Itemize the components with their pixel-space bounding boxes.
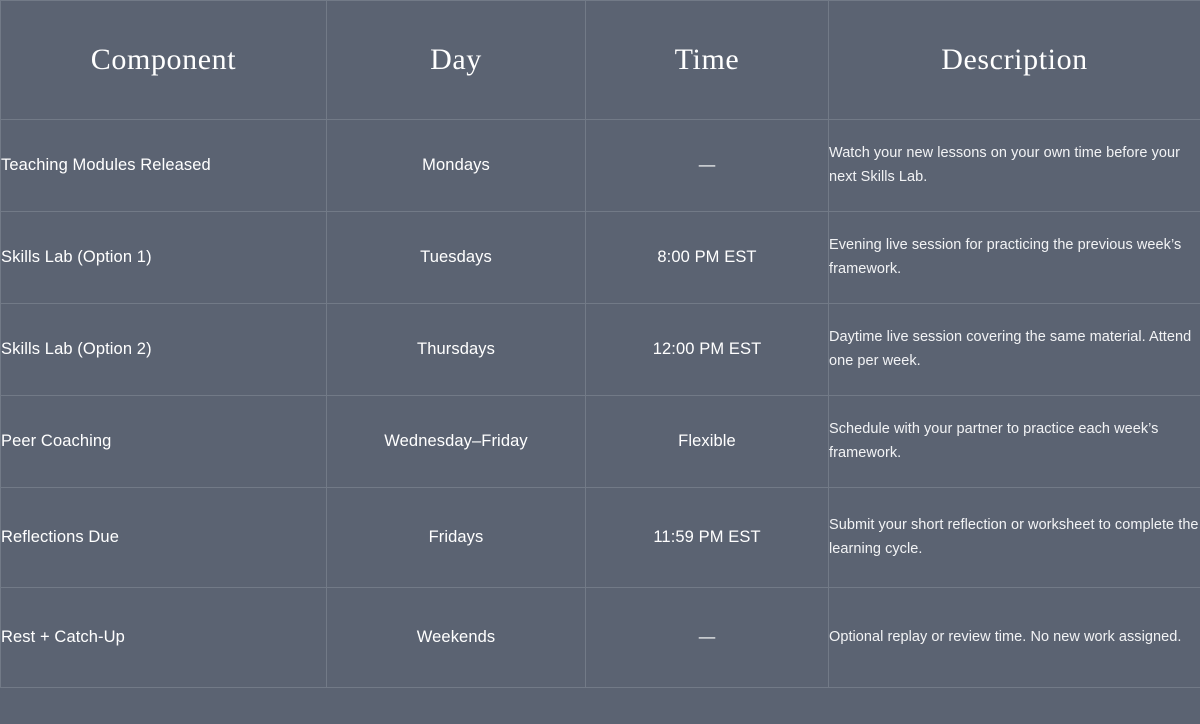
- table-row: [1, 304, 1200, 396]
- column-header-time: Time: [586, 1, 829, 120]
- cell-day: Weekends: [327, 588, 586, 688]
- table-row: [1, 488, 1200, 588]
- column-header-day: Day: [327, 1, 586, 120]
- cell-component: Peer Coaching: [1, 396, 327, 488]
- cell-component: Teaching Modules Released: [1, 120, 327, 212]
- cell-time: 8:00 PM EST: [586, 212, 829, 304]
- table-header: [1, 1, 1200, 120]
- column-header-component: Component: [1, 1, 327, 120]
- table-row: [1, 120, 1200, 212]
- cell-component: Reflections Due: [1, 488, 327, 588]
- table-row: [1, 588, 1200, 688]
- table-row: [1, 396, 1200, 488]
- cell-description: Watch your new lessons on your own time before your next Skills Lab.: [829, 120, 1200, 212]
- cell-time: —: [586, 588, 829, 688]
- cell-time: Flexible: [586, 396, 829, 488]
- cell-time: 12:00 PM EST: [586, 304, 829, 396]
- cell-description: Optional replay or review time. No new work assigned.: [829, 588, 1200, 688]
- cell-description: Schedule with your partner to practice each week’s framework.: [829, 396, 1200, 488]
- table-header-row: [1, 1, 1200, 120]
- cell-day: Fridays: [327, 488, 586, 588]
- cell-time: 11:59 PM EST: [586, 488, 829, 588]
- cell-description: Daytime live session covering the same material. Attend one per week.: [829, 304, 1200, 396]
- cell-description: Submit your short reflection or worksheet to complete the learning cycle.: [829, 488, 1200, 588]
- cell-day: Wednesday–Friday: [327, 396, 586, 488]
- cell-component: Skills Lab (Option 2): [1, 304, 327, 396]
- table-row: [1, 212, 1200, 304]
- cell-component: Rest + Catch-Up: [1, 588, 327, 688]
- column-header-description: Description: [829, 1, 1200, 120]
- cell-day: Tuesdays: [327, 212, 586, 304]
- table-body: [1, 120, 1200, 688]
- cell-day: Mondays: [327, 120, 586, 212]
- cell-time: —: [586, 120, 829, 212]
- cell-day: Thursdays: [327, 304, 586, 396]
- cell-component: Skills Lab (Option 1): [1, 212, 327, 304]
- cell-description: Evening live session for practicing the previous week’s framework.: [829, 212, 1200, 304]
